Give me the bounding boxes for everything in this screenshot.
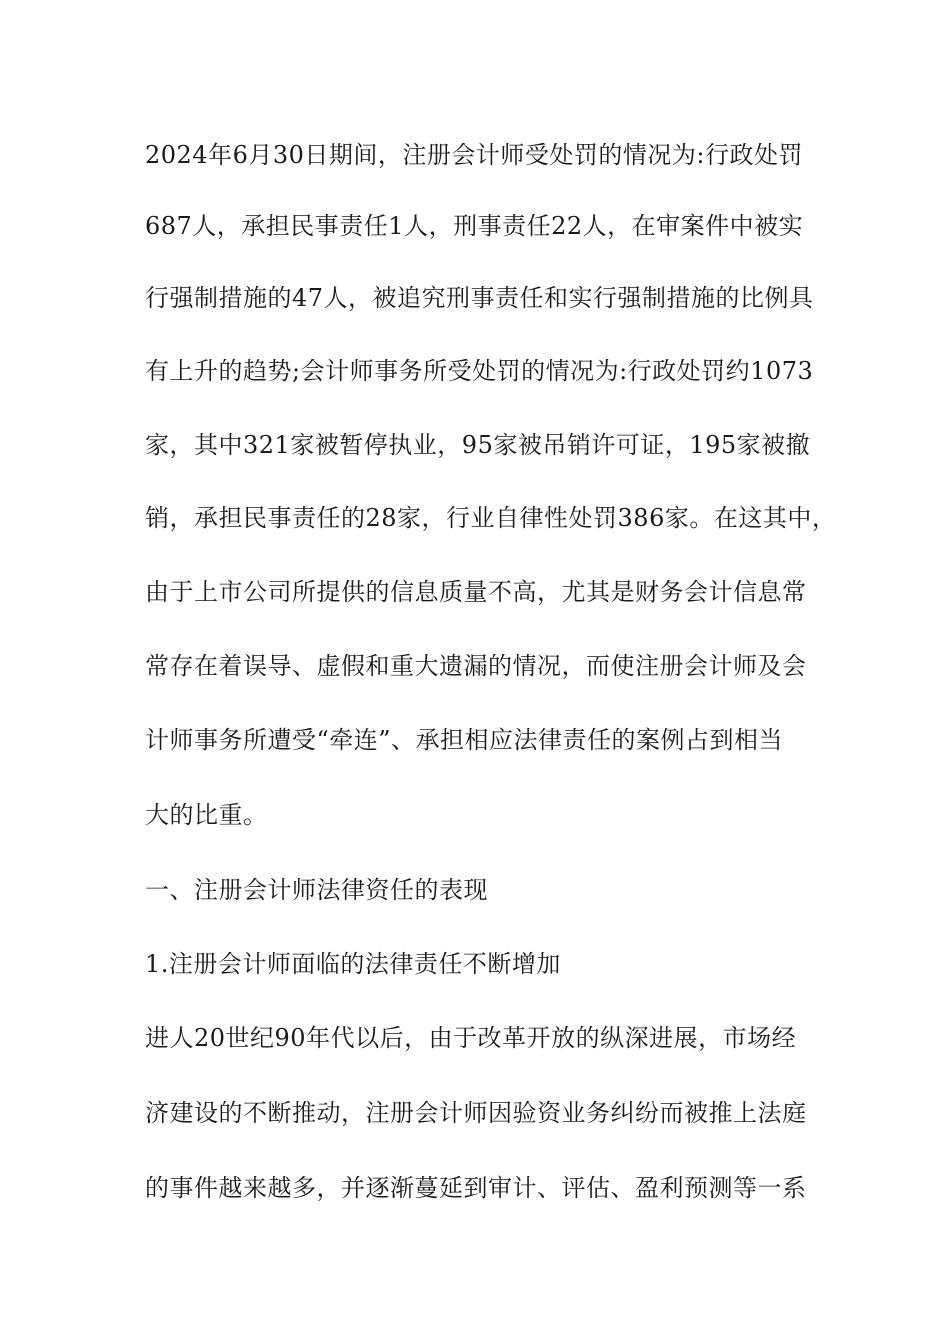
subsection-heading: 1.注册会计师面临的法律责任不断增加 bbox=[145, 950, 561, 978]
paragraph-line: 行强制措施的47人，被追究刑事责任和实行强制措施的比例具 bbox=[145, 284, 814, 312]
paragraph-line: 计师事务所遭受“牵连”、承担相应法律责任的案例占到相当 bbox=[145, 726, 784, 754]
paragraph-line: 2024年6月30日期间，注册会计师受处罚的情况为:行政处罚 bbox=[145, 141, 803, 169]
paragraph-line: 有上升的趋势;会计师事务所受处罚的情况为:行政处罚约1073 bbox=[145, 357, 814, 385]
section-heading: 一、注册会计师法律资任的表现 bbox=[145, 876, 488, 904]
paragraph-line: 由于上市公司所提供的信息质量不高，尤其是财务会计信息常 bbox=[145, 578, 807, 606]
paragraph-line: 常存在着误导、虚假和重大遗漏的情况，而使注册会计师及会 bbox=[145, 652, 807, 680]
paragraph-line: 687人，承担民事责任1人，刑事责任22人，在审案件中被实 bbox=[145, 212, 804, 240]
paragraph-line: 的事件越来越多，并逐渐蔓延到审计、评估、盈利预测等一系 bbox=[145, 1174, 807, 1202]
paragraph-line: 进人20世纪90年代以后，由于改革开放的纵深进展，市场经 bbox=[145, 1024, 797, 1052]
paragraph-line: 家，其中321家被暂停执业，95家被吊销许可证，195家被撤 bbox=[145, 431, 811, 459]
paragraph-line: 销，承担民事责任的28家，行业自律性处罚386家。在这其中， bbox=[145, 504, 837, 532]
paragraph-line: 济建设的不断推动，注册会计师因验资业务纠纷而被推上法庭 bbox=[145, 1099, 807, 1127]
paragraph-line: 大的比重。 bbox=[145, 801, 268, 829]
